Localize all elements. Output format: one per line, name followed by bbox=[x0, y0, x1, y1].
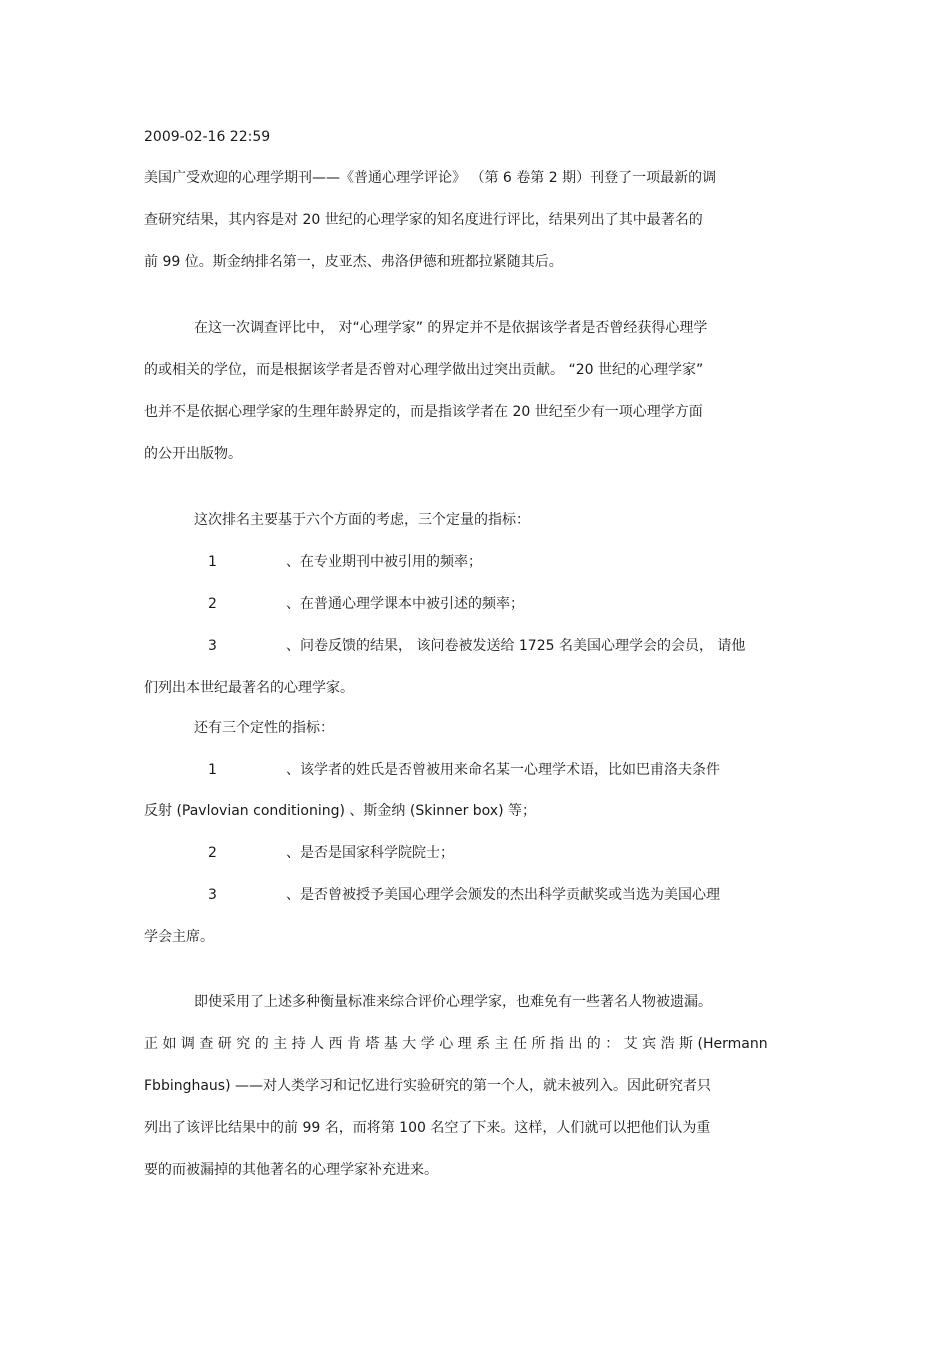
quantitative-item-2-text: 、在普通心理学课本中被引述的频率； bbox=[286, 596, 524, 612]
qualitative-item-3-text: 、是否曾被授予美国心理学会颁发的杰出科学贡献奖或当选为美国心理 bbox=[286, 887, 720, 903]
quantitative-item-3-number: 3 bbox=[208, 638, 217, 654]
qualitative-item-3-cont: 学会主席。 bbox=[144, 929, 214, 945]
quantitative-item-3-cont: 们列出本世纪最著名的心理学家。 bbox=[144, 680, 354, 696]
quantitative-item-2-number: 2 bbox=[208, 596, 217, 612]
qualitative-intro: 还有三个定性的指标： bbox=[194, 720, 334, 736]
quantitative-intro: 这次排名主要基于六个方面的考虑，三个定量的指标： bbox=[194, 512, 530, 528]
definition-line-3: 也并不是依据心理学家的生理年龄界定的，而是指该学者在 20 世纪至少有一项心理学方面 bbox=[144, 404, 703, 420]
conclusion-line-1: 即使采用了上述多种衡量标准来综合评价心理学家，也难免有一些著名人物被遗漏。 bbox=[194, 994, 712, 1010]
qualitative-item-1-text: 、该学者的姓氏是否曾被用来命名某一心理学术语，比如巴甫洛夫条件 bbox=[286, 762, 720, 778]
timestamp: 2009-02-16 22:59 bbox=[144, 129, 271, 145]
quantitative-item-3-text: 、问卷反馈的结果， 该问卷被发送给 1725 名美国心理学会的会员， 请他 bbox=[286, 638, 746, 654]
quantitative-item-1-number: 1 bbox=[208, 554, 217, 570]
intro-line-3: 前 99 位。斯金纳排名第一，皮亚杰、弗洛伊德和班都拉紧随其后。 bbox=[144, 254, 563, 270]
quantitative-item-1-text: 、在专业期刊中被引用的频率； bbox=[286, 554, 482, 570]
qualitative-item-2-number: 2 bbox=[208, 845, 217, 861]
qualitative-item-1-cont: 反射 (Pavlovian conditioning) 、斯金纳 (Skinner box) 等； bbox=[144, 803, 536, 819]
definition-line-4: 的公开出版物。 bbox=[144, 446, 242, 462]
conclusion-line-2: 正 如 调 查 研 究 的 主 持 人 西 肯 塔 基 大 学 心 理 系 主 任 所 指 出 的 ： 艾 宾 浩 斯 (Hermann bbox=[144, 1036, 768, 1052]
conclusion-line-4: 列出了该评比结果中的前 99 名，而将第 100 名空了下来。这样，人们就可以把他们认为重 bbox=[144, 1120, 711, 1136]
intro-line-2: 查研究结果，其内容是对 20 世纪的心理学家的知名度进行评比，结果列出了其中最著名的 bbox=[144, 212, 703, 228]
definition-line-2: 的或相关的学位，而是根据该学者是否曾对心理学做出过突出贡献。 “20 世纪的心理学家” bbox=[144, 362, 704, 378]
qualitative-item-3-number: 3 bbox=[208, 887, 217, 903]
definition-line-1: 在这一次调查评比中， 对“心理学家” 的界定并不是依据该学者是否曾经获得心理学 bbox=[194, 320, 708, 336]
qualitative-item-2-text: 、是否是国家科学院院士； bbox=[286, 845, 454, 861]
conclusion-line-5: 要的而被漏掉的其他著名的心理学家补充进来。 bbox=[144, 1162, 438, 1178]
conclusion-line-3: Fbbinghaus) ——对人类学习和记忆进行实验研究的第一个人，就未被列入。因此研究者只 bbox=[144, 1078, 712, 1094]
intro-line-1: 美国广受欢迎的心理学期刊——《普通心理学评论》 （第 6 卷第 2 期）刊登了一项最新的调 bbox=[144, 170, 717, 186]
qualitative-item-1-number: 1 bbox=[208, 762, 217, 778]
